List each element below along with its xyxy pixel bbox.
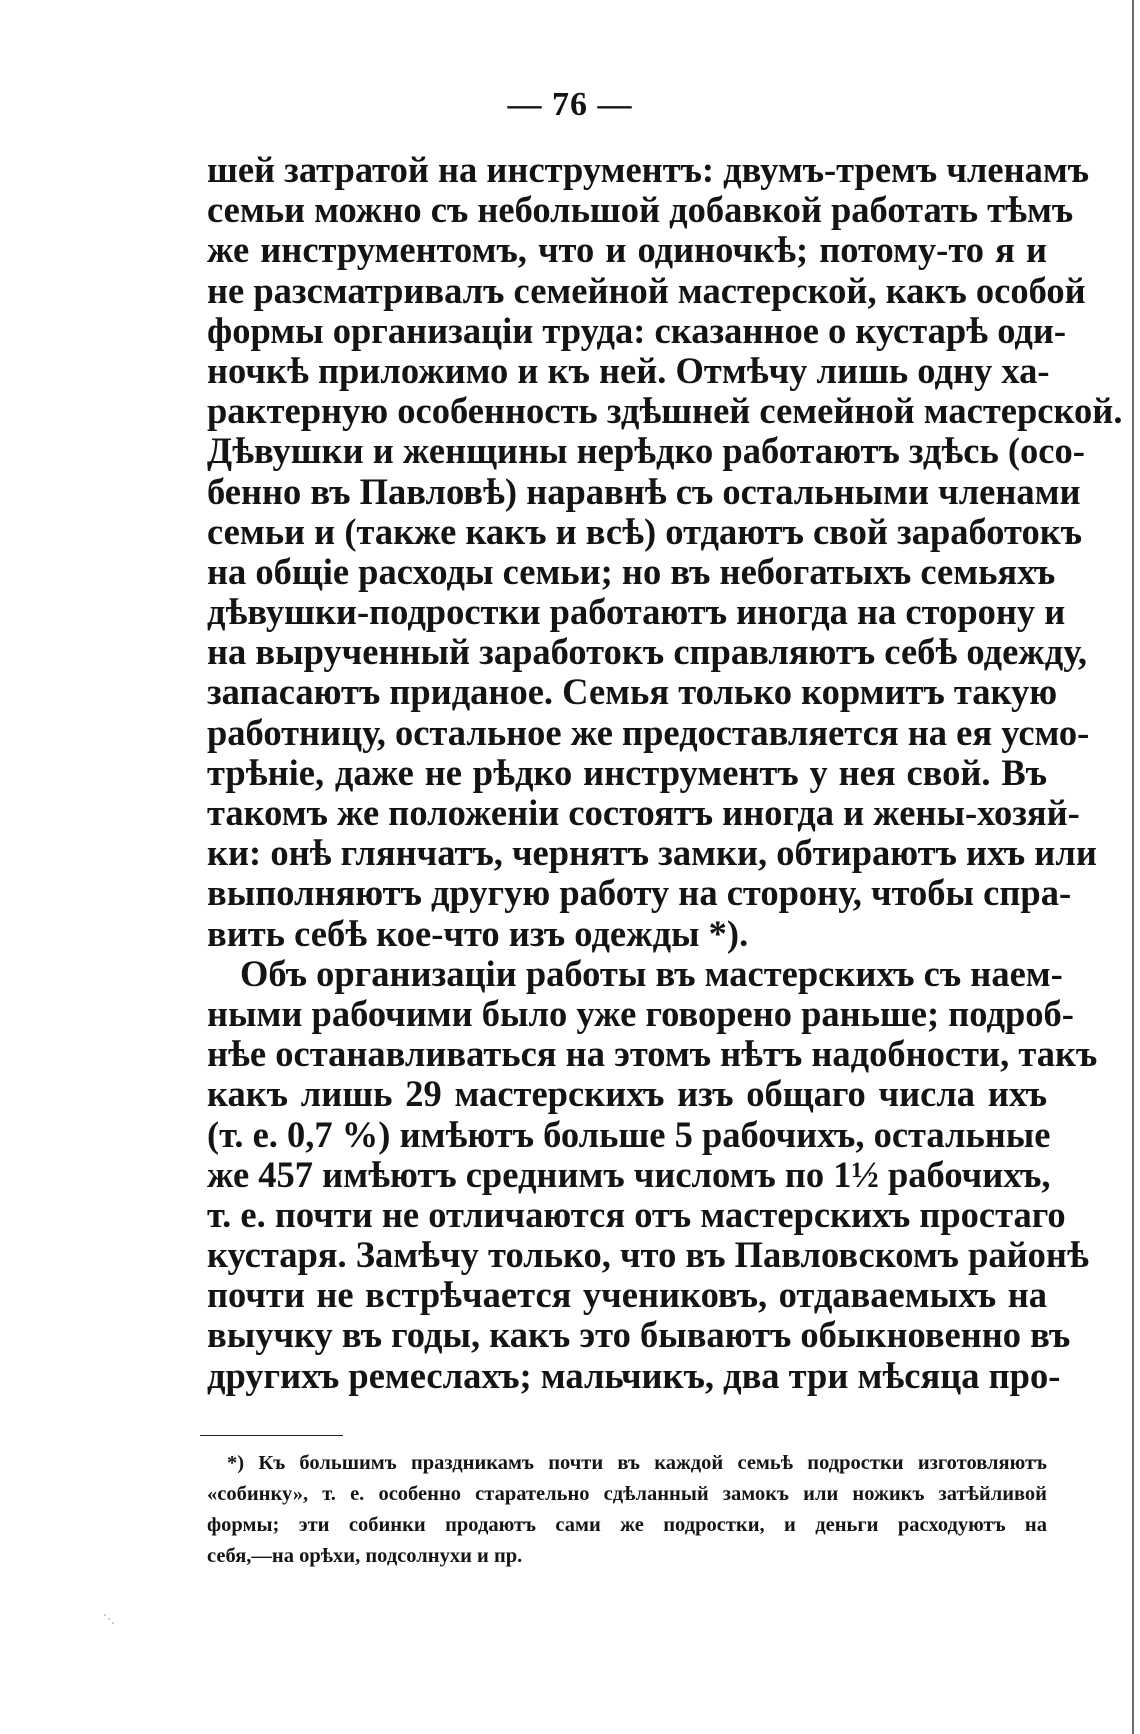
text-line: же инструментомъ, что и одиночкѣ; потому-то я и xyxy=(207,229,1047,271)
page-edge-line xyxy=(1132,0,1134,1734)
text-line: на общіе расходы семьи; но въ небогатыхъ семьяхъ xyxy=(207,550,1056,592)
footnote-line: формы; эти собинки продаютъ сами же подростки, и деньги расходуютъ на xyxy=(207,1514,1047,1536)
text-line: почти не встрѣчается учениковъ, отдаваемыхъ на xyxy=(207,1274,1047,1316)
text-line: ки: онѣ глянчатъ, чернятъ замки, обтираютъ ихъ или xyxy=(207,832,1097,874)
text-line: запасаютъ приданое. Семья только кормитъ такую xyxy=(207,671,1058,713)
text-line: дѣвушки-подростки работаютъ иногда на сторону и xyxy=(207,591,1066,633)
text-line: бенно въ Павловѣ) наравнѣ съ остальными членами xyxy=(207,470,1081,512)
text-line: формы организаціи труда: сказанное о кустарѣ оди- xyxy=(207,309,1067,351)
text-line: на вырученный заработокъ справляютъ себѣ одежду, xyxy=(207,631,1087,673)
text-line: Дѣвушки и женщины нерѣдко работаютъ здѣсь (осо- xyxy=(207,430,1085,472)
text-line: Объ организаціи работы въ мастерскихъ съ наем- xyxy=(240,952,1063,994)
text-line: рактерную особенность здѣшней семейной мастерской. xyxy=(207,390,1123,432)
text-line: другихъ ремеслахъ; мальчикъ, два три мѣсяца про- xyxy=(207,1354,1061,1396)
text-line: ночкѣ приложимо и къ ней. Отмѣчу лишь одну ха- xyxy=(207,349,1050,391)
footnote-line: *) Къ большимъ праздникамъ почти въ каждой семьѣ подростки изготовляютъ xyxy=(227,1452,1047,1474)
scan-speck: ⋱ xyxy=(103,1612,115,1626)
text-line: выучку въ годы, какъ это бываютъ обыкновенно въ xyxy=(207,1314,1071,1356)
text-line: семьи можно съ небольшой добавкой работать тѣмъ xyxy=(207,189,1074,231)
main-text xyxy=(207,149,1123,1396)
page-number: — 76 — xyxy=(507,86,633,123)
text-line: нѣе останавливаться на этомъ нѣтъ надобности, такъ xyxy=(207,1033,1098,1075)
text-line: выполняютъ другую работу на сторону, чтобы спра- xyxy=(207,872,1072,914)
text-line: т. е. почти не отличаются отъ мастерскихъ простаго xyxy=(207,1193,1066,1235)
text-line: семьи и (также какъ и всѣ) отдаютъ свой заработокъ xyxy=(207,510,1083,552)
text-line: какъ лишь 29 мастерскихъ изъ общаго числа ихъ xyxy=(207,1073,1047,1115)
text-line: (т. е. 0,7 %) имѣютъ больше 5 рабочихъ, остальные xyxy=(207,1113,1051,1155)
text-line: не разсматривалъ семейной мастерской, какъ особой xyxy=(207,269,1086,311)
text-line: такомъ же положеніи состоятъ иногда и жены-хозяй- xyxy=(207,792,1080,833)
footnote-line: себя,—на орѣхи, подсолнухи и пр. xyxy=(207,1545,523,1567)
footnote-line: «собинку», т. е. особенно старательно сдѣланный замокъ или ножикъ затѣйливой xyxy=(207,1483,1047,1505)
text-line: шей затратой на инструментъ: двумъ-тремъ членамъ xyxy=(207,149,1090,190)
text-line: работницу, остальное же предоставляется на ея усмо- xyxy=(207,711,1090,753)
text-line: трѣніе, даже не рѣдко инструментъ у нея свой. Въ xyxy=(207,751,1047,793)
footnote xyxy=(207,1448,1047,1572)
text-line: вить себѣ кое-что изъ одежды *). xyxy=(207,912,749,954)
text-line: же 457 имѣютъ среднимъ числомъ по 1½ рабочихъ, xyxy=(207,1153,1051,1195)
text-line: ными рабочими было уже говорено раньше; подроб- xyxy=(207,992,1074,1034)
text-line: кустаря. Замѣчу только, что въ Павловскомъ районѣ xyxy=(207,1234,1089,1276)
footnote-divider xyxy=(200,1435,343,1436)
